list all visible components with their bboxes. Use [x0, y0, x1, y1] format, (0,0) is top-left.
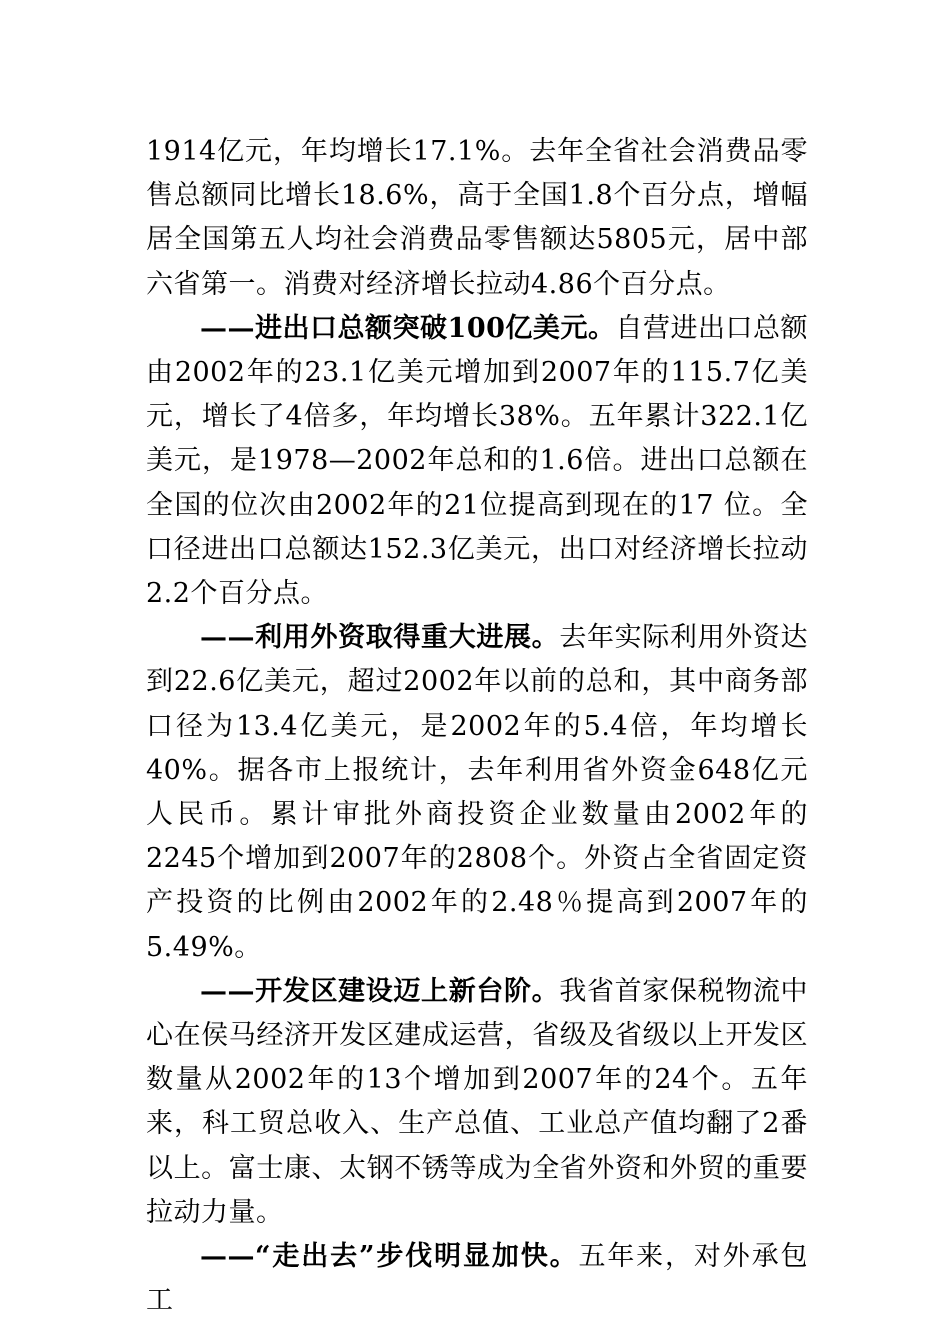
paragraph-body: 我省首家保税物流中心在侯马经济开发区建成运营，省级及省级以上开发区数量从2002年的13个增加到2007年的24个。五年来，科工贸总收入、生产总值、工业总产值均翻了2番以上。富士康、太钢不锈等成为全省外资和外贸的重要拉动力量。: [146, 975, 809, 1228]
paragraph-development-zone: [146, 970, 808, 1235]
paragraph-heading: ——进出口总额突破100亿美元。: [200, 312, 616, 344]
paragraph-heading: ——利用外资取得重大进展。: [200, 622, 560, 654]
paragraph-consumption: [146, 130, 808, 307]
paragraph-import-export: [146, 307, 808, 616]
paragraph-body: 五年来，对外承包工: [146, 1241, 809, 1317]
document-page: [146, 130, 808, 1323]
paragraph-body: 去年实际利用外资达到22.6亿美元，超过2002年以前的总和，其中商务部口径为13.4亿美元，是2002年的5.4倍，年均增长40%。据各市上报统计，去年利用省外资金648亿元人民币。累计审批外商投资企业数量由2002年的2245个增加到2007年的2808个。外资占全省固定资产投资的比例由2002年的2.48％提高到2007年的5.49%。: [146, 622, 809, 963]
paragraph-heading: ——开发区建设迈上新台阶。: [200, 975, 560, 1007]
paragraph-going-global: [146, 1235, 808, 1323]
paragraph-body: 1914亿元，年均增长17.1%。去年全省社会消费品零售总额同比增长18.6%，高于全国1.8个百分点，增幅居全国第五人均社会消费品零售额达5805元，居中部六省第一。消费对经济增长拉动4.86个百分点。: [146, 136, 808, 300]
paragraph-foreign-investment: [146, 616, 808, 970]
paragraph-body: 自营进出口总额由2002年的23.1亿美元增加到2007年的115.7亿美元，增长了4倍多，年均增长38%。五年累计322.1亿美元，是1978—2002年总和的1.6倍。进出口总额在全国的位次由2002年的21位提高到现在的17 位。全口径进出口总额达152.3亿美元，出口对经济增长拉动2.2个百分点。: [146, 312, 809, 610]
paragraph-heading: ——“走出去”步伐明显加快。: [200, 1241, 579, 1273]
